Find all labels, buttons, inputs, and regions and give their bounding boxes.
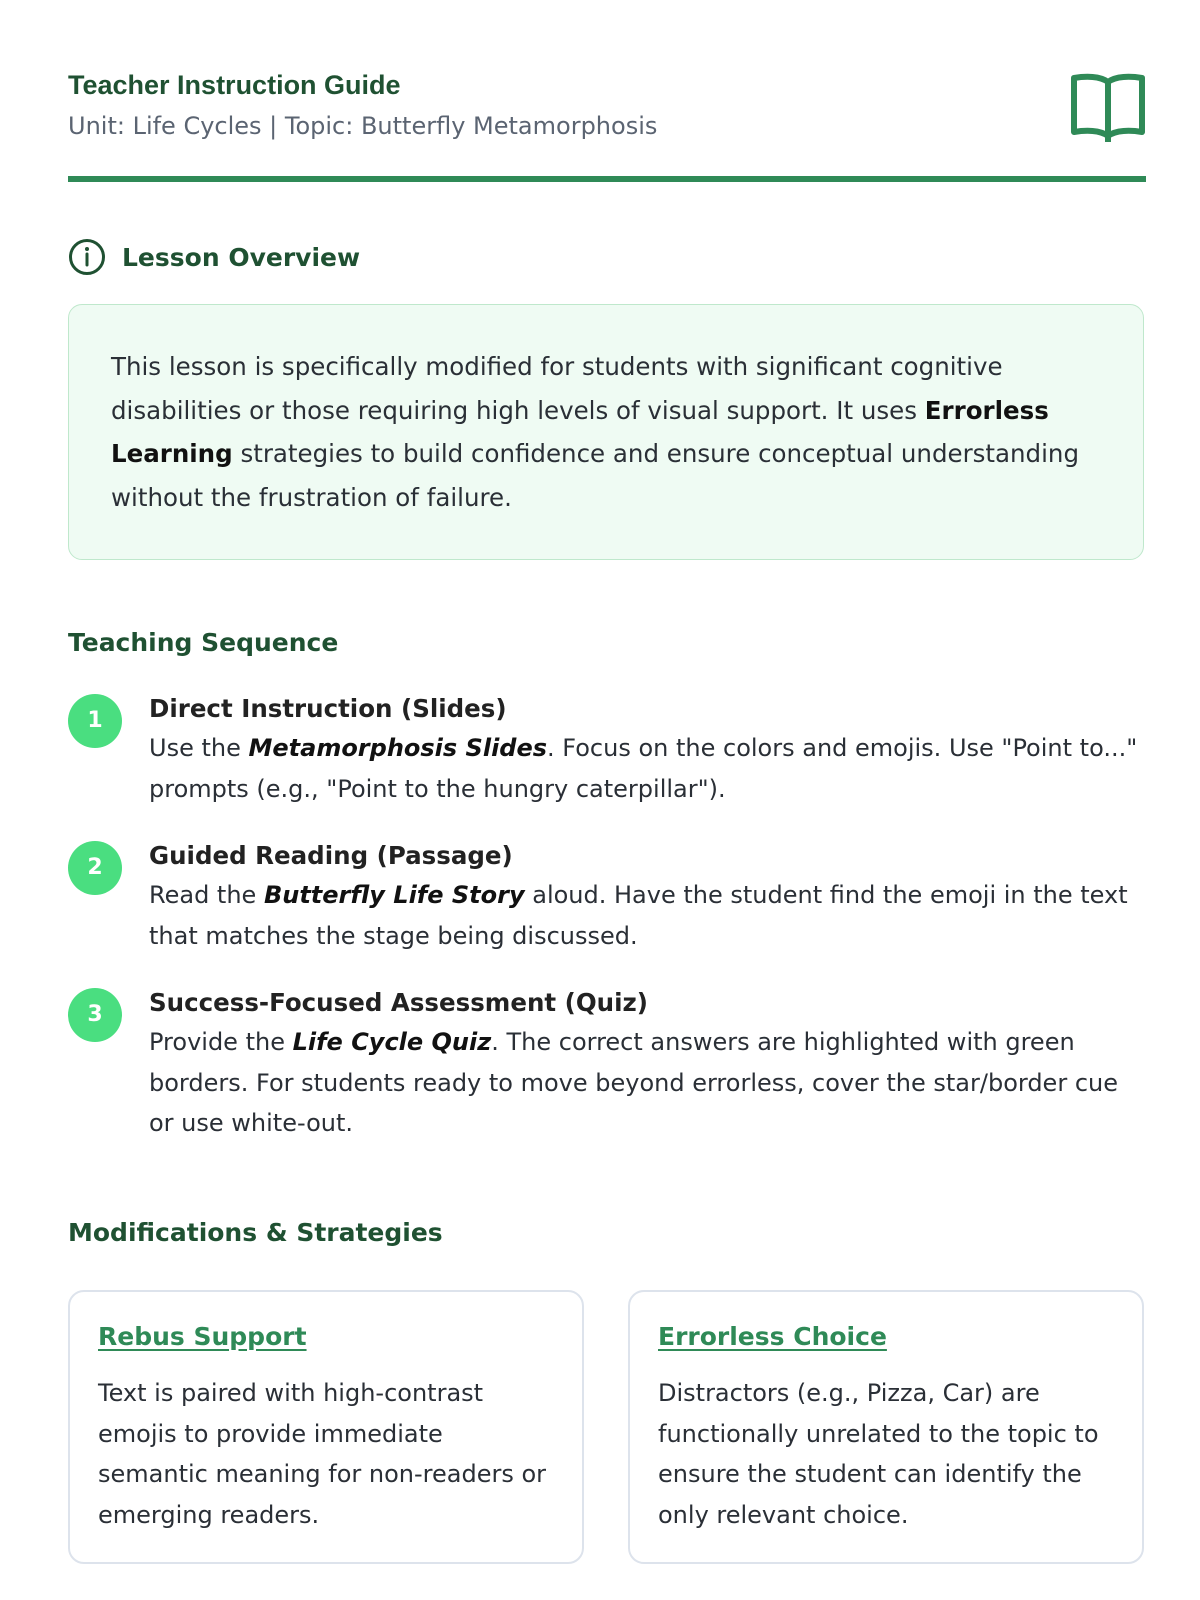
step-number-badge: 3 (68, 988, 122, 1042)
step-text-end: aloud. Have the student find the emoji in the text that matches the stage being discussed. (149, 881, 1128, 950)
step-text-end: . Focus on the colors and emojis. Use "Point to..." prompts (e.g., "Point to the hungry caterpillar"). (149, 734, 1138, 803)
strategy-card-rebus (68, 1290, 584, 1564)
step-number-badge: 2 (68, 841, 122, 895)
strategy-card-errorless (628, 1290, 1144, 1564)
page-subtitle: Unit: Life Cycles | Topic: Butterfly Metamorphosis (68, 112, 658, 140)
teaching-sequence-heading: Teaching Sequence (68, 628, 339, 657)
strategy-card-title-link[interactable]: Errorless Choice (658, 1322, 887, 1351)
step-title: Direct Instruction (Slides) (149, 694, 507, 723)
strategy-card-text: Distractors (e.g., Pizza, Car) are functionally unrelated to the topic to ensure the student can identify the only relevant choice. (658, 1379, 1099, 1529)
step-title: Success-Focused Assessment (Quiz) (149, 988, 648, 1017)
step-description (149, 728, 1149, 809)
info-icon (68, 238, 106, 276)
step-body (149, 694, 1149, 809)
step-text-start: Read the (149, 881, 264, 909)
step-description (149, 1022, 1149, 1144)
overview-text-bold: Errorless Learning (111, 395, 1049, 468)
step-body (149, 841, 1149, 956)
page-title: Teacher Instruction Guide (68, 70, 401, 100)
step-material-name: Life Cycle Quiz (292, 1028, 492, 1056)
strategy-card-text: Text is paired with high-contrast emojis to provide immediate semantic meaning for non-readers or emerging readers. (98, 1379, 547, 1529)
lesson-overview-box (68, 304, 1144, 560)
step-text-start: Use the (149, 734, 249, 762)
step-text-start: Provide the (149, 1028, 293, 1056)
strategy-card-title-link[interactable]: Rebus Support (98, 1322, 307, 1351)
overview-text-start: This lesson is specifically modified for students with significant cognitive disabilities or those requiring high levels of visual support. It uses (111, 352, 1003, 425)
step-description (149, 875, 1149, 956)
step-material-name: Metamorphosis Slides (248, 734, 548, 762)
step-material-name: Butterfly Life Story (263, 881, 525, 909)
page-header (68, 68, 1146, 180)
step-number-badge: 1 (68, 694, 122, 748)
lesson-overview-label: Lesson Overview (122, 242, 361, 272)
overview-text-end: strategies to build confidence and ensure conceptual understanding without the frustration of failure. (111, 439, 1079, 512)
lesson-overview-heading (68, 238, 360, 276)
step-body (149, 988, 1149, 1144)
modifications-heading: Modifications & Strategies (68, 1218, 443, 1247)
header-divider (68, 176, 1146, 182)
step-text-end: . The correct answers are highlighted with green borders. For students ready to move beyond errorless, cover the star/border cue or use white-out. (149, 1028, 1118, 1137)
book-open-icon (1070, 72, 1146, 142)
step-title: Guided Reading (Passage) (149, 841, 513, 870)
